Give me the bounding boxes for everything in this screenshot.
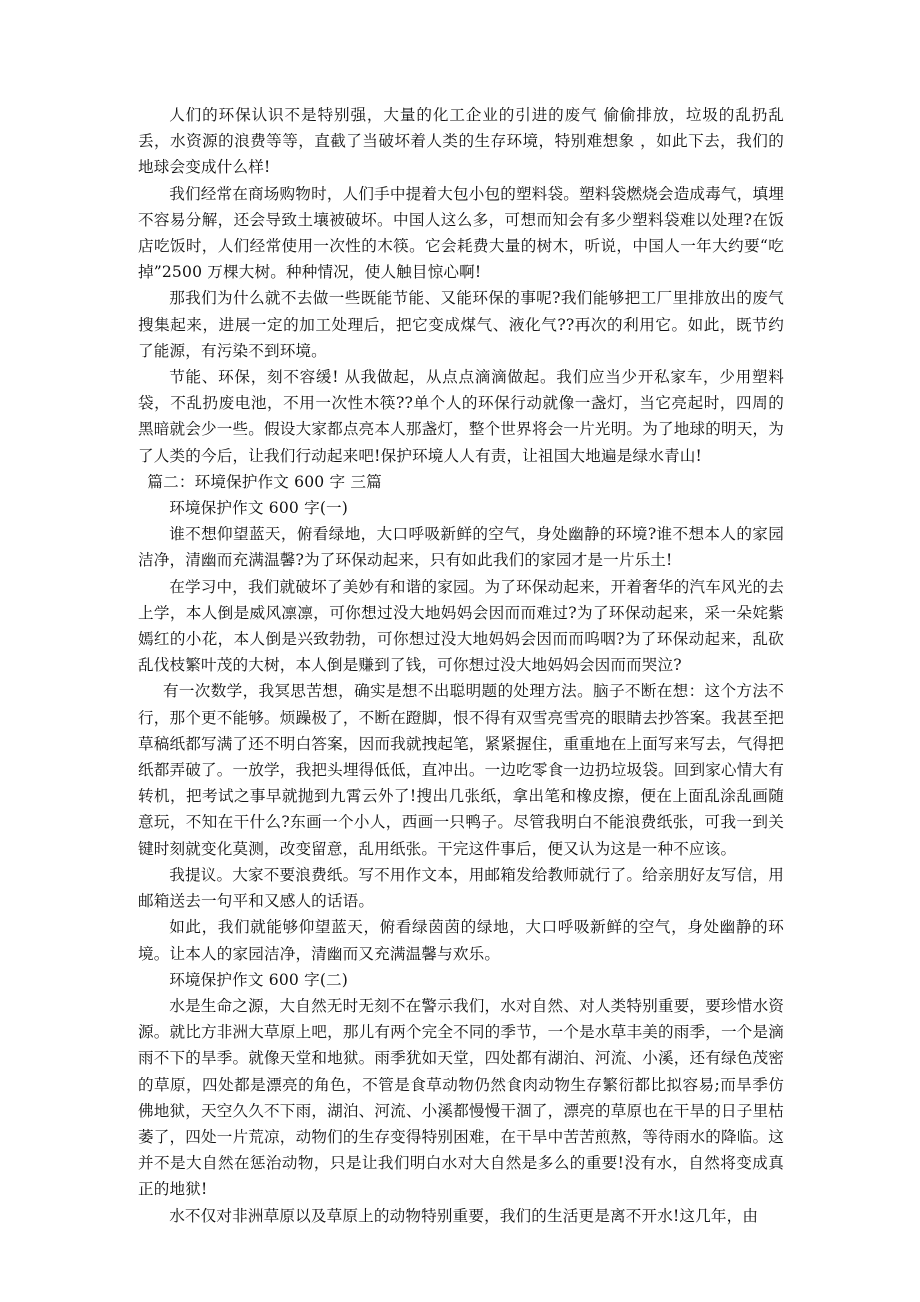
paragraph: 如此，我们就能够仰望蓝天，俯看绿茵茵的绿地，大口呼吸新鲜的空气，身处幽静的环境。让本人的家园洁净，清幽而又充满温馨与欢乐。 <box>138 918 784 963</box>
paragraph: 那我们为什么就不去做一些既能节能、又能环保的事呢?我们能够把工厂里排放出的废气搜集起来，进展一定的加工处理后，把它变成煤气、液化气??再次的利用它。如此，既节约了能源，有污染不到环境。 <box>138 289 784 360</box>
essay-title: 环境保护作文 600 字(二) <box>169 970 349 989</box>
paragraph: 我们经常在商场购物时，人们手中提着大包小包的塑料袋。塑料袋燃烧会造成毒气，填埋不容易分解，还会导致土壤被破坏。中国人这么多，可想而知会有多少塑料袋难以处理?在饭店吃饭时，人们经常使用一次性的木筷。它会耗费大量的树木，听说，中国人一年大约要“吃掉”2500 万棵大树。种种情况，使人触目惊心啊! <box>138 184 784 282</box>
paragraph: 人们的环保认识不是特别强，大量的化工企业的引进的废气 偷偷排放，垃圾的乱扔乱丢，水资源的浪费等等，直截了当破坏着人类的生存环境，特别难想象 ，如此下去，我们的地球会变成什么样! <box>138 106 784 177</box>
paragraph: 我提议。大家不要浪费纸。写不用作文本，用邮箱发给教师就行了。给亲朋好友写信，用邮箱送去一句平和又感人的话语。 <box>138 865 784 911</box>
paragraph: 节能、环保，刻不容缓! 从我做起，从点点滴滴做起。我们应当少开私家车，少用塑料袋，不乱扔废电池，不用一次性木筷??单个人的环保行动就像一盏灯，当它亮起时，四周的黑暗就会少一些。假设大家都点亮本人那盏灯，整个世界将会一片光明。为了地球的明天，为了人类的今后，让我们行动起来吧!保护环境人人有责，让祖国大地遍是绿水青山! <box>138 368 784 465</box>
section-heading: 篇二：环境保护作文 600 字 三篇 <box>147 472 382 491</box>
paragraph: 有一次数学，我冥思苦想，确实是想不出聪明题的处理方法。脑子不断在想：这个方法不行，那个更不能够。烦躁极了，不断在蹬脚，恨不得有双雪亮雪亮的眼睛去抄答案。我甚至把草稿纸都写满了还不明白答案，因而我就拽起笔，紧紧握住，重重地在上面写来写去，气得把纸都弄破了。一放学，我把头埋得低低，直冲出。一边吃零食一边扔垃圾袋。回到家心情大有转机，把考试之事早就抛到九霄云外了!搜出几张纸，拿出笔和橡皮擦，便在上面乱涂乱画随意玩，不知在干什么?东画一个小人，西画一只鸭子。尽管我明白不能浪费纸张，可我一到关键时刻就变化莫测，改变留意，乱用纸张。干完这件事后，便又认为这是一种不应该。 <box>138 682 784 858</box>
paragraph: 水不仅对非洲草原以及草原上的动物特别重要，我们的生活更是离不开水!这几年，由 <box>169 1206 759 1225</box>
essay-title: 环境保护作文 600 字(一) <box>169 499 349 518</box>
paragraph: 水是生命之源，大自然无时无刻不在警示我们，水对自然、对人类特别重要，要珍惜水资源。就比方非洲大草原上吧，那儿有两个完全不同的季节，一个是水草丰美的雨季，一个是滴雨不下的旱季。就像天堂和地狱。雨季犹如天堂，四处都有湖泊、河流、小溪，还有绿色茂密的草原，四处都是漂亮的角色，不管是食草动物仍然食肉动物生存繁衍都比拟容易;而旱季仿佛地狱，天空久久不下雨，湖泊、河流、小溪都慢慢干涸了，漂亮的草原也在干旱的日子里枯萎了，四处一片荒凉，动物们的生存变得特别困难，在干旱中苦苦煎熬，等待雨水的降临。这并不是大自然在惩治动物，只是让我们明白水对大自然是多么的重要!没有水，自然将变成真正的地狱! <box>138 996 784 1199</box>
document-body <box>138 102 784 1229</box>
paragraph: 谁不想仰望蓝天，俯看绿地，大口呼吸新鲜的空气，身处幽静的环境?谁不想本人的家园洁净，清幽而充满温馨?为了环保动起来，只有如此我们的家园才是一片乐土! <box>138 525 784 570</box>
paragraph: 在学习中，我们就破坏了美妙有和谐的家园。为了环保动起来，开着奢华的汽车风光的去上学，本人倒是威风凛凛，可你想过没大地妈妈会因而而难过?为了环保动起来，采一朵姹紫嫣红的小花，本人倒是兴致勃勃，可你想过没大地妈妈会因而而呜咽?为了环保动起来，乱砍乱伐枝繁叶茂的大树，本人倒是赚到了钱，可你想过没大地妈妈会因而而哭泣? <box>138 577 784 675</box>
